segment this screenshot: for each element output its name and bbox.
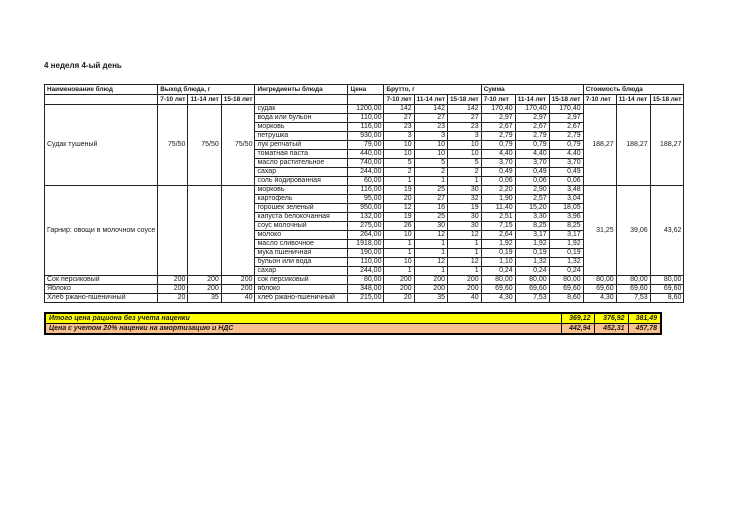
price-cell: 244,00 [348, 168, 384, 177]
header-age-summa-1: 7-10 лет [481, 95, 515, 105]
output-cell: 75/50 [158, 105, 188, 186]
brutto-cell: 142 [447, 105, 481, 114]
brutto-cell: 3 [414, 132, 447, 141]
brutto-cell: 30 [414, 222, 447, 231]
header-row-ages [45, 95, 684, 105]
cost-cell: 69,60 [616, 285, 650, 294]
summa-cell: 3,30 [515, 213, 549, 222]
summa-cell: 4,40 [481, 150, 515, 159]
price-cell: 132,00 [348, 213, 384, 222]
brutto-cell: 23 [384, 123, 414, 132]
cost-cell: 69,60 [583, 285, 616, 294]
brutto-cell: 20 [384, 195, 414, 204]
ingredient-cell: горошек зеленый [255, 204, 348, 213]
brutto-cell: 5 [414, 159, 447, 168]
summa-cell: 1,90 [481, 195, 515, 204]
brutto-cell: 12 [414, 231, 447, 240]
brutto-cell: 23 [414, 123, 447, 132]
summary-value-cell: 442,94 [561, 324, 594, 335]
summa-cell: 0,49 [481, 168, 515, 177]
summa-cell: 0,24 [481, 267, 515, 276]
menu-table [44, 84, 684, 303]
cost-cell: 80,00 [583, 276, 616, 285]
brutto-cell: 1 [384, 249, 414, 258]
table-row [45, 276, 684, 285]
summa-cell: 1,10 [481, 258, 515, 267]
brutto-cell: 19 [447, 204, 481, 213]
output-cell: 200 [221, 285, 255, 294]
brutto-cell: 142 [414, 105, 447, 114]
price-cell: 440,00 [348, 150, 384, 159]
summa-cell: 1,92 [549, 240, 583, 249]
header-age-summa-3: 15-18 лет [549, 95, 583, 105]
brutto-cell: 1 [447, 267, 481, 276]
dish-name-cell: Яблоко [45, 285, 158, 294]
ingredient-cell: масло сливочное [255, 240, 348, 249]
dish-name-cell: Судак тушеный [45, 105, 158, 186]
header-dish-name: Наименование блюд [45, 85, 158, 95]
cost-cell: 188,27 [616, 105, 650, 186]
summary-value-cell: 369,12 [561, 313, 594, 324]
summa-cell: 170,40 [549, 105, 583, 114]
brutto-cell: 32 [447, 195, 481, 204]
summa-cell: 18,05 [549, 204, 583, 213]
header-output-group: Выход блюда, г [158, 85, 255, 95]
brutto-cell: 23 [447, 123, 481, 132]
summa-cell: 2,67 [481, 123, 515, 132]
summa-cell: 80,00 [481, 276, 515, 285]
cost-cell: 43,62 [650, 186, 684, 276]
brutto-cell: 12 [414, 258, 447, 267]
summa-cell: 2,79 [515, 132, 549, 141]
cost-cell: 188,27 [583, 105, 616, 186]
ingredient-cell: капуста белокочанная [255, 213, 348, 222]
summa-cell: 0,79 [515, 141, 549, 150]
brutto-cell: 5 [447, 159, 481, 168]
summa-cell: 1,32 [549, 258, 583, 267]
header-price: Цена [348, 85, 384, 95]
output-cell: 20 [158, 294, 188, 303]
brutto-cell: 3 [447, 132, 481, 141]
summa-cell: 0,79 [549, 141, 583, 150]
ingredient-cell: морковь [255, 186, 348, 195]
ingredient-cell: лук репчатый [255, 141, 348, 150]
table-header [45, 85, 684, 105]
summa-cell: 2,97 [515, 114, 549, 123]
summa-cell: 8,25 [515, 222, 549, 231]
summa-cell: 3,70 [515, 159, 549, 168]
summary-row [45, 324, 661, 335]
output-cell: 40 [221, 294, 255, 303]
summa-cell: 7,53 [515, 294, 549, 303]
header-age-summa-2: 11-14 лет [515, 95, 549, 105]
ingredient-cell: бульон или вода [255, 258, 348, 267]
brutto-cell: 1 [414, 249, 447, 258]
price-cell: 190,00 [348, 249, 384, 258]
summary-value-cell: 381,49 [628, 313, 661, 324]
ingredient-cell: яблоко [255, 285, 348, 294]
output-cell: 200 [188, 276, 221, 285]
price-cell: 244,00 [348, 267, 384, 276]
brutto-cell: 27 [447, 114, 481, 123]
brutto-cell: 1 [447, 240, 481, 249]
header-ingredients: Ингредиенты блюда [255, 85, 348, 95]
summa-cell: 0,19 [515, 249, 549, 258]
header-empty-cell [45, 95, 158, 105]
ingredient-cell: молоко [255, 231, 348, 240]
header-age-brutto-3: 15-18 лет [447, 95, 481, 105]
brutto-cell: 1 [384, 267, 414, 276]
header-age-brutto-2: 11-14 лет [414, 95, 447, 105]
summary-body [45, 313, 661, 334]
dish-name-cell: Гарнир: овощи в молочном соусе [45, 186, 158, 276]
price-cell: 110,00 [348, 114, 384, 123]
brutto-cell: 25 [414, 186, 447, 195]
output-cell: 200 [188, 285, 221, 294]
output-cell: 200 [158, 276, 188, 285]
brutto-cell: 200 [384, 276, 414, 285]
brutto-cell: 25 [414, 213, 447, 222]
ingredient-cell: морковь [255, 123, 348, 132]
summa-cell: 0,19 [481, 249, 515, 258]
brutto-cell: 1 [384, 177, 414, 186]
page-title: 4 неделя 4-ый день [44, 61, 122, 70]
price-cell: 116,00 [348, 186, 384, 195]
summa-cell: 2,57 [515, 195, 549, 204]
brutto-cell: 10 [384, 258, 414, 267]
cost-cell: 80,00 [650, 276, 684, 285]
header-row-groups [45, 85, 684, 95]
dish-name-cell: Хлеб ржано-пшеничный [45, 294, 158, 303]
summary-value-cell: 376,92 [594, 313, 628, 324]
brutto-cell: 200 [447, 276, 481, 285]
cost-cell: 39,06 [616, 186, 650, 276]
brutto-cell: 1 [414, 240, 447, 249]
price-cell: 1200,00 [348, 105, 384, 114]
brutto-cell: 19 [384, 186, 414, 195]
brutto-cell: 10 [384, 141, 414, 150]
table-row [45, 105, 684, 114]
brutto-cell: 27 [414, 114, 447, 123]
summa-cell: 170,40 [515, 105, 549, 114]
brutto-cell: 3 [384, 132, 414, 141]
header-summa-group: Сумма [481, 85, 583, 95]
summa-cell: 0,24 [515, 267, 549, 276]
brutto-cell: 20 [384, 294, 414, 303]
summa-cell: 69,60 [515, 285, 549, 294]
header-age-cost-1: 7-10 лет [583, 95, 616, 105]
summa-cell: 3,70 [481, 159, 515, 168]
summa-cell: 2,67 [515, 123, 549, 132]
cost-cell: 4,30 [583, 294, 616, 303]
price-cell: 116,00 [348, 123, 384, 132]
header-empty-cell [255, 95, 348, 105]
brutto-cell: 200 [414, 276, 447, 285]
brutto-cell: 35 [414, 294, 447, 303]
summary-label-cell: Итого цена рациона без учета наценки [45, 313, 561, 324]
price-cell: 264,00 [348, 231, 384, 240]
output-cell: 35 [188, 294, 221, 303]
summa-cell: 170,40 [481, 105, 515, 114]
summa-cell: 0,06 [549, 177, 583, 186]
summa-cell: 3,17 [549, 231, 583, 240]
price-cell: 348,00 [348, 285, 384, 294]
summa-cell: 3,17 [515, 231, 549, 240]
brutto-cell: 26 [384, 222, 414, 231]
price-cell: 60,00 [348, 177, 384, 186]
brutto-cell: 1 [414, 177, 447, 186]
summa-cell: 1,92 [481, 240, 515, 249]
summa-cell: 0,06 [481, 177, 515, 186]
summa-cell: 2,20 [481, 186, 515, 195]
summa-cell: 2,51 [481, 213, 515, 222]
brutto-cell: 200 [414, 285, 447, 294]
header-age-output-2: 11-14 лет [188, 95, 221, 105]
brutto-cell: 12 [447, 258, 481, 267]
brutto-cell: 10 [447, 150, 481, 159]
brutto-cell: 1 [414, 267, 447, 276]
summa-cell: 1,32 [515, 258, 549, 267]
header-age-brutto-1: 7-10 лет [384, 95, 414, 105]
price-cell: 1918,00 [348, 240, 384, 249]
cost-cell: 8,60 [650, 294, 684, 303]
brutto-cell: 1 [447, 177, 481, 186]
brutto-cell: 10 [414, 141, 447, 150]
ingredient-cell: сахар [255, 168, 348, 177]
header-cost-group: Стоимость блюда [583, 85, 684, 95]
cost-cell: 31,25 [583, 186, 616, 276]
ingredient-cell: масло растительное [255, 159, 348, 168]
brutto-cell: 10 [447, 141, 481, 150]
ingredient-cell: вода или бульон [255, 114, 348, 123]
summa-cell: 0,49 [515, 168, 549, 177]
brutto-cell: 142 [384, 105, 414, 114]
summa-cell: 2,97 [549, 114, 583, 123]
summary-row [45, 313, 661, 324]
summa-cell: 2,64 [481, 231, 515, 240]
ingredient-cell: мука пшеничная [255, 249, 348, 258]
brutto-cell: 30 [447, 222, 481, 231]
brutto-cell: 19 [384, 213, 414, 222]
summa-cell: 3,04 [549, 195, 583, 204]
brutto-cell: 2 [414, 168, 447, 177]
summa-cell: 3,70 [549, 159, 583, 168]
price-cell: 950,00 [348, 204, 384, 213]
cost-cell: 188,27 [650, 105, 684, 186]
table-body [45, 105, 684, 303]
summa-cell: 69,60 [481, 285, 515, 294]
price-cell: 79,00 [348, 141, 384, 150]
header-age-cost-3: 15-18 лет [650, 95, 684, 105]
brutto-cell: 2 [447, 168, 481, 177]
ingredient-cell: томатная паста [255, 150, 348, 159]
price-cell: 930,00 [348, 132, 384, 141]
brutto-cell: 27 [414, 195, 447, 204]
ingredient-cell: соус молочный [255, 222, 348, 231]
summary-label-cell: Цена с учетом 20% наценки на амортизацию и НДС [45, 324, 561, 335]
brutto-cell: 27 [384, 114, 414, 123]
summa-cell: 0,19 [549, 249, 583, 258]
output-cell: 200 [158, 285, 188, 294]
summa-cell: 0,06 [515, 177, 549, 186]
output-cell: 75/50 [221, 105, 255, 186]
summa-cell: 80,00 [515, 276, 549, 285]
summa-cell: 0,79 [481, 141, 515, 150]
summa-cell: 11,40 [481, 204, 515, 213]
header-age-output-1: 7-10 лет [158, 95, 188, 105]
ingredient-cell: сахар [255, 267, 348, 276]
summa-cell: 4,40 [515, 150, 549, 159]
summary-value-cell: 457,78 [628, 324, 661, 335]
summa-cell: 15,20 [515, 204, 549, 213]
brutto-cell: 5 [384, 159, 414, 168]
summa-cell: 2,90 [515, 186, 549, 195]
cost-cell: 7,53 [616, 294, 650, 303]
brutto-cell: 1 [447, 249, 481, 258]
summa-cell: 7,15 [481, 222, 515, 231]
header-empty-cell [348, 95, 384, 105]
summa-cell: 8,25 [549, 222, 583, 231]
price-cell: 740,00 [348, 159, 384, 168]
brutto-cell: 10 [384, 231, 414, 240]
cost-cell: 80,00 [616, 276, 650, 285]
summa-cell: 3,48 [549, 186, 583, 195]
output-cell [221, 186, 255, 276]
ingredient-cell: хлеб ржано-пшеничный [255, 294, 348, 303]
summa-cell: 0,49 [549, 168, 583, 177]
brutto-cell: 1 [384, 240, 414, 249]
brutto-cell: 40 [447, 294, 481, 303]
price-cell: 275,00 [348, 222, 384, 231]
table-row [45, 186, 684, 195]
summa-cell: 1,92 [515, 240, 549, 249]
summa-cell: 2,97 [481, 114, 515, 123]
summa-cell: 0,24 [549, 267, 583, 276]
ingredient-cell: петрушка [255, 132, 348, 141]
summa-cell: 4,30 [481, 294, 515, 303]
output-cell: 200 [221, 276, 255, 285]
ingredient-cell: соль йодированная [255, 177, 348, 186]
brutto-cell: 10 [414, 150, 447, 159]
output-cell [158, 186, 188, 276]
brutto-cell: 16 [414, 204, 447, 213]
ingredient-cell: судак [255, 105, 348, 114]
ingredient-cell: картофель [255, 195, 348, 204]
cost-cell: 69,60 [650, 285, 684, 294]
brutto-cell: 30 [447, 213, 481, 222]
table-row [45, 285, 684, 294]
summa-cell: 8,60 [549, 294, 583, 303]
brutto-cell: 30 [447, 186, 481, 195]
price-cell: 80,00 [348, 276, 384, 285]
ingredient-cell: сок персиковый [255, 276, 348, 285]
summa-cell: 4,40 [549, 150, 583, 159]
summa-cell: 2,79 [481, 132, 515, 141]
price-cell: 110,00 [348, 258, 384, 267]
summa-cell: 69,60 [549, 285, 583, 294]
summary-value-cell: 452,31 [594, 324, 628, 335]
output-cell [188, 186, 221, 276]
output-cell: 75/50 [188, 105, 221, 186]
brutto-cell: 200 [384, 285, 414, 294]
summa-cell: 2,67 [549, 123, 583, 132]
brutto-cell: 12 [384, 204, 414, 213]
summa-cell: 80,00 [549, 276, 583, 285]
brutto-cell: 10 [384, 150, 414, 159]
header-age-cost-2: 11-14 лет [616, 95, 650, 105]
header-age-output-3: 15-18 лет [221, 95, 255, 105]
summa-cell: 3,96 [549, 213, 583, 222]
brutto-cell: 12 [447, 231, 481, 240]
brutto-cell: 2 [384, 168, 414, 177]
table-row [45, 294, 684, 303]
header-brutto-group: Брутто, г [384, 85, 481, 95]
summa-cell: 2,79 [549, 132, 583, 141]
brutto-cell: 200 [447, 285, 481, 294]
price-cell: 215,00 [348, 294, 384, 303]
summary-table [44, 312, 662, 335]
dish-name-cell: Сок персиковый [45, 276, 158, 285]
price-cell: 95,00 [348, 195, 384, 204]
